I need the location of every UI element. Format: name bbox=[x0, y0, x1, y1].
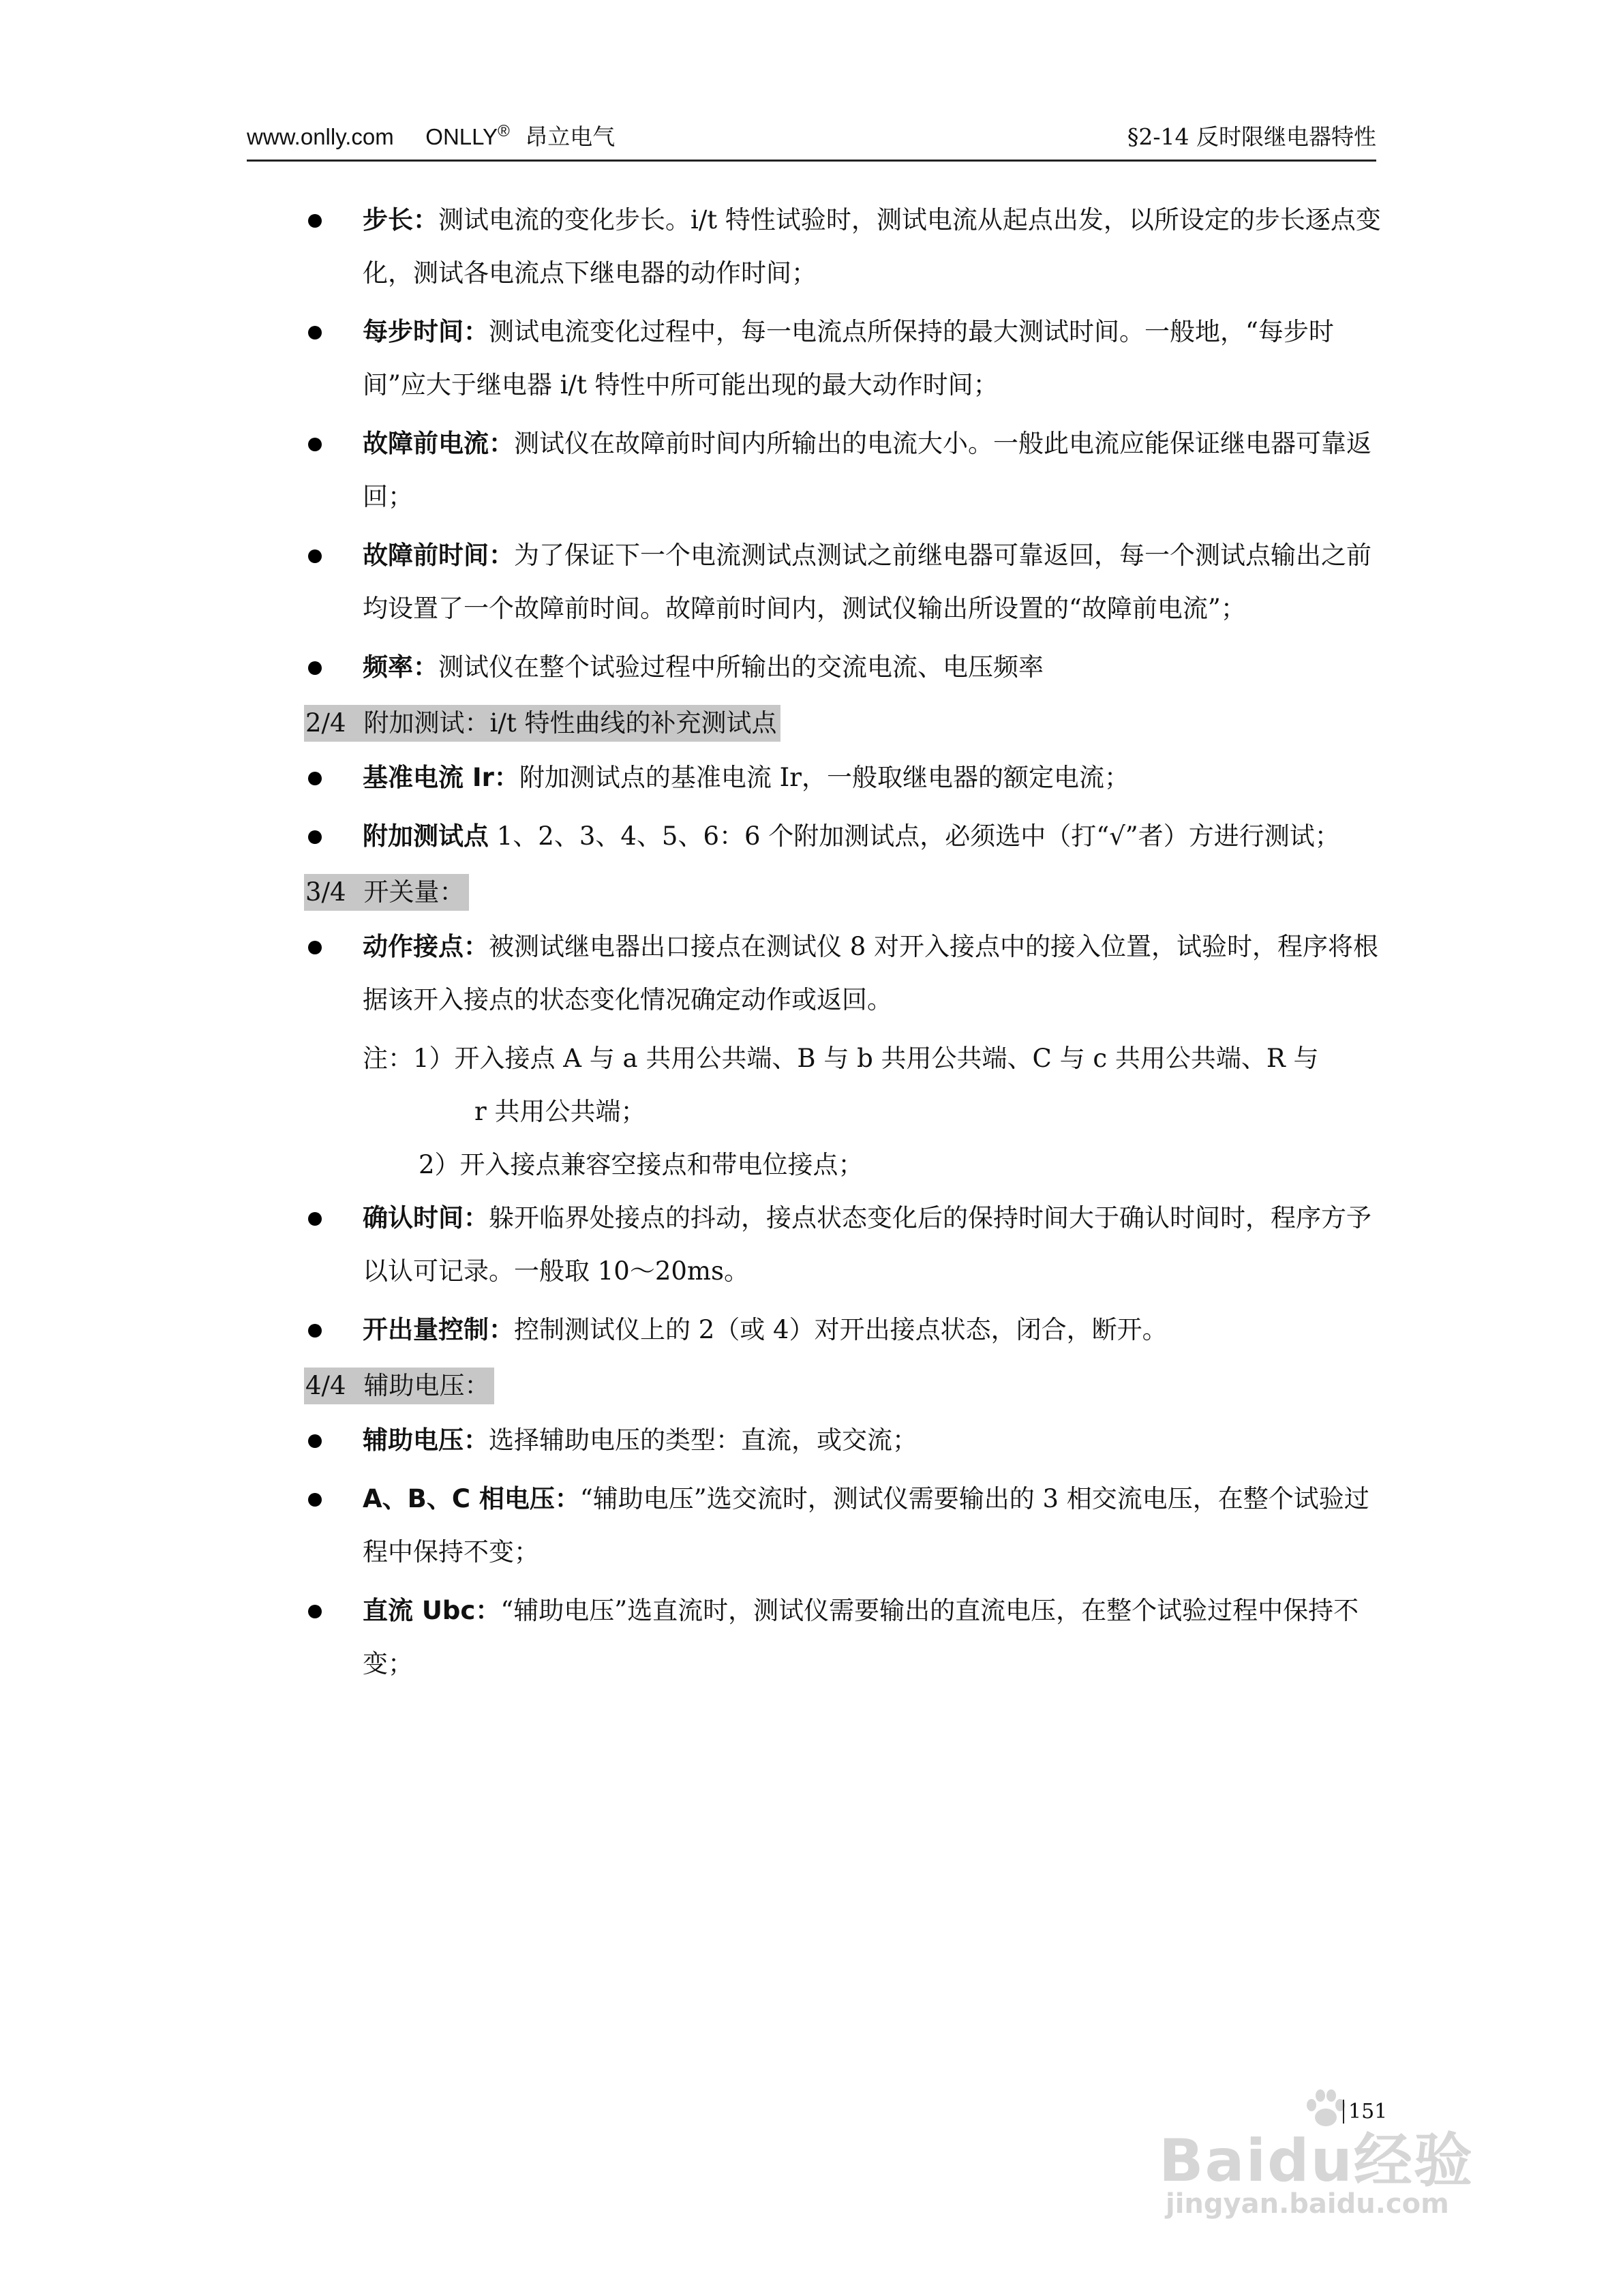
note-line-1: 注：1）开入接点 A 与 a 共用公共端、B 与 b 共用公共端、C 与 c 共用公共端、R 与 bbox=[363, 1044, 1319, 1073]
list-item-output-control bbox=[304, 1303, 1391, 1357]
item-text: 测试电流的变化步长。i/t 特性试验时，测试电流从起点出发，以所设定的步长逐点变化，测试各电流点下继电器的动作时间； bbox=[363, 205, 1381, 288]
registered-mark: ® bbox=[498, 122, 510, 140]
list-item-additional-points bbox=[304, 810, 1391, 863]
section-heading-aux-voltage bbox=[304, 1368, 494, 1404]
item-text: “辅助电压”选直流时，测试仪需要输出的直流电压，在整个试验过程中保持不变； bbox=[363, 1596, 1359, 1678]
bullet-icon bbox=[308, 1324, 322, 1338]
watermark-logo: Baidu经验 bbox=[1159, 2127, 1474, 2195]
item-text: 躲开临界处接点的抖动，接点状态变化后的保持时间大于确认时间时，程序方予以认可记录。一般取 10～20ms。 bbox=[363, 1203, 1371, 1286]
note-line-2: 2）开入接点兼容空接点和带电位接点； bbox=[419, 1150, 864, 1179]
bullet-icon bbox=[308, 1434, 322, 1448]
header-section-title: §2-14 反时限继电器特性 bbox=[1127, 123, 1376, 150]
list-item-dc-voltage bbox=[304, 1584, 1391, 1691]
list-item-prefault-time bbox=[304, 529, 1391, 635]
item-text: 测试仪在故障前时间内所输出的电流大小。一般此电流应能保证继电器可靠返回； bbox=[363, 429, 1371, 511]
document-body bbox=[304, 194, 1391, 1696]
item-text: 控制测试仪上的 2（或 4）对开出接点状态，闭合，断开。 bbox=[514, 1315, 1168, 1344]
section-title: 开关量： bbox=[363, 877, 465, 907]
list-item-step-time bbox=[304, 305, 1391, 412]
section-heading-additional-test bbox=[304, 705, 780, 742]
bullet-icon bbox=[308, 438, 322, 451]
item-term: 每步时间： bbox=[363, 317, 489, 346]
item-term: 动作接点： bbox=[363, 932, 489, 961]
item-term: 附加测试点 bbox=[363, 821, 489, 851]
list-item-prefault-current bbox=[304, 417, 1391, 524]
item-term: 直流 Ubc： bbox=[363, 1596, 501, 1625]
item-term: A、B、C 相电压： bbox=[363, 1484, 580, 1513]
list-item-confirm-time bbox=[304, 1192, 1391, 1298]
item-text: 测试仪在整个试验过程中所输出的交流电流、电压频率 bbox=[438, 652, 1044, 682]
item-text: 测试电流变化过程中，每一电流点所保持的最大测试时间。一般地，“每步时间”应大于继电器 i/t 特性中所可能出现的最大动作时间； bbox=[363, 317, 1334, 399]
item-text: 为了保证下一个电流测试点测试之前继电器可靠返回，每一个测试点输出之前均设置了一个故障前时间。故障前时间内，测试仪输出所设置的“故障前电流”； bbox=[363, 541, 1371, 623]
item-text: “辅助电压”选交流时，测试仪需要输出的 3 相交流电压，在整个试验过程中保持不变； bbox=[363, 1484, 1369, 1567]
item-text: 1、2、3、4、5、6：6 个附加测试点，必须选中（打“√”者）方进行测试； bbox=[489, 821, 1340, 851]
watermark-url: jingyan.baidu.com bbox=[1166, 2188, 1449, 2220]
section-number: 4/4 bbox=[305, 1371, 346, 1400]
list-item-base-current bbox=[304, 751, 1391, 804]
item-term: 确认时间： bbox=[363, 1203, 489, 1233]
bullet-icon bbox=[308, 1605, 322, 1618]
bullet-icon bbox=[308, 772, 322, 785]
list-item-step bbox=[304, 194, 1391, 300]
note-line-1-continued: r 共用公共端； bbox=[474, 1097, 646, 1126]
item-text: 被测试继电器出口接点在测试仪 8 对开入接点中的接入位置，试验时，程序将根据该开入接点的状态变化情况确定动作或返回。 bbox=[363, 932, 1379, 1014]
item-term: 辅助电压： bbox=[363, 1425, 489, 1455]
item-text: 选择辅助电压的类型：直流，或交流； bbox=[489, 1425, 917, 1455]
site-url: www.onlly.com bbox=[247, 124, 394, 149]
item-term: 故障前电流： bbox=[363, 429, 514, 458]
section-title: 附加测试：i/t 特性曲线的补充测试点 bbox=[363, 708, 777, 738]
bullet-icon bbox=[308, 549, 322, 563]
item-text: 附加测试点的基准电流 Ir，一般取继电器的额定电流； bbox=[519, 763, 1129, 792]
page-header bbox=[247, 115, 1376, 162]
list-item-action-contact bbox=[304, 920, 1391, 1027]
bullet-icon bbox=[308, 214, 322, 228]
baidu-watermark bbox=[1159, 2086, 1500, 2222]
page-number: 151 bbox=[1343, 2100, 1387, 2124]
item-term: 基准电流 Ir： bbox=[363, 763, 519, 792]
bullet-icon bbox=[308, 661, 322, 675]
bullet-icon bbox=[308, 830, 322, 844]
item-term: 频率： bbox=[363, 652, 438, 682]
section-heading-switch bbox=[304, 874, 469, 911]
item-term: 故障前时间： bbox=[363, 541, 514, 570]
bullet-icon bbox=[308, 941, 322, 954]
section-number: 2/4 bbox=[305, 708, 346, 738]
bullet-icon bbox=[308, 1493, 322, 1507]
brand-cn: 昂立电气 bbox=[525, 123, 616, 150]
brand-name: ONLLY® bbox=[425, 122, 510, 149]
list-item-frequency bbox=[304, 641, 1391, 694]
list-item-phase-voltage bbox=[304, 1472, 1391, 1579]
header-left bbox=[247, 119, 615, 151]
bullet-icon bbox=[308, 1212, 322, 1226]
section-title: 辅助电压： bbox=[363, 1371, 490, 1400]
bullet-icon bbox=[308, 326, 322, 339]
item-term: 开出量控制： bbox=[363, 1315, 514, 1344]
item-term: 步长： bbox=[363, 205, 438, 235]
list-item-aux-voltage bbox=[304, 1414, 1391, 1467]
section-number: 3/4 bbox=[305, 877, 346, 907]
